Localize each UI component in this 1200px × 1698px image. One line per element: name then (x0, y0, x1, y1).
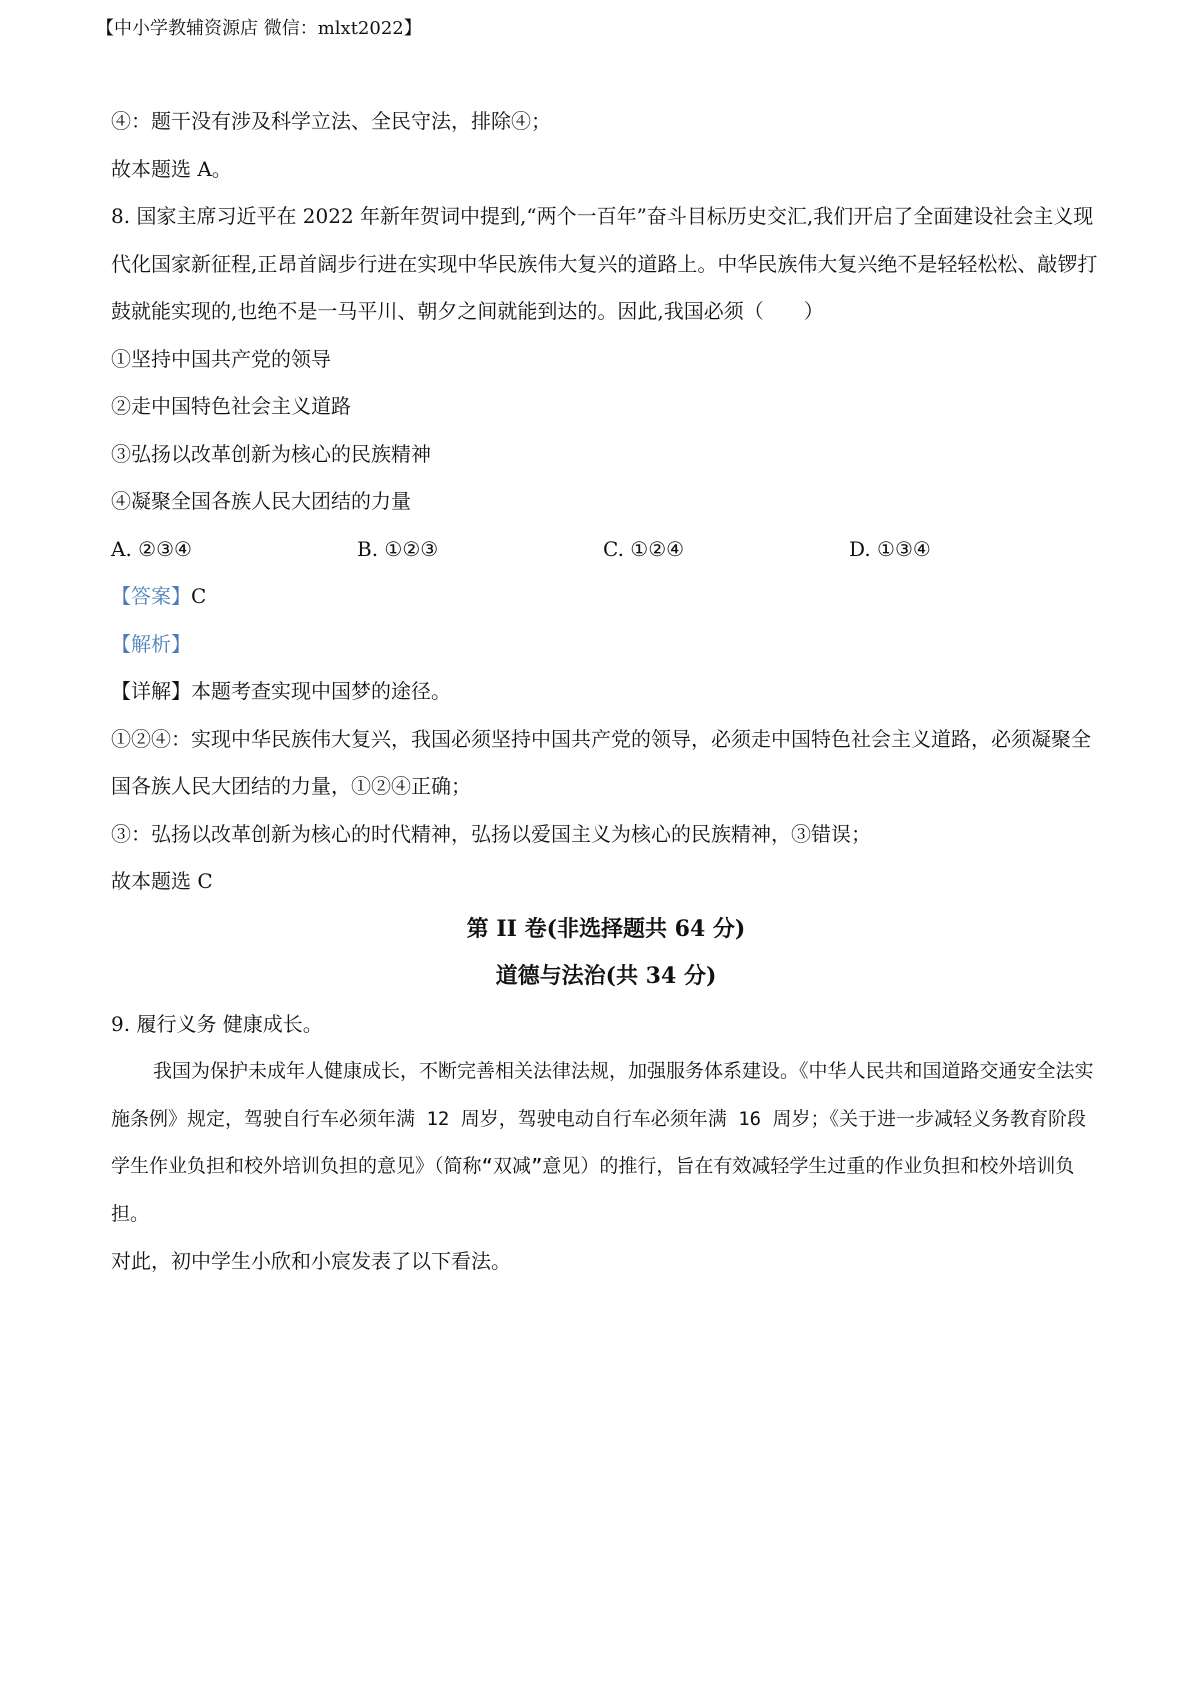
page-header: 【中小学教辅资源店 微信：mlxt2022】 (96, 18, 422, 39)
analysis-tag: 【解析】 (111, 631, 191, 656)
answer-tag: 【答案】 (111, 584, 191, 608)
q8-item-2: ②走中国特色社会主义道路 (111, 394, 351, 418)
q8-item-1: ①坚持中国共产党的领导 (111, 346, 331, 371)
question-8-stem: 8. 国家主席习近平在 2022 年新年贺词中提到,“两个一百年”奋斗目标历史交汇,我们开启了全面建设社会主义现代化国家新征程,正昂首阔步行进在实现中华民族伟大复兴的道路上。中华民族伟大复兴绝不是轻轻松松、敲锣打鼓就能实现的,也绝不是一马平川、朝夕之间就能到达的。因此,我国必须（ ） (111, 204, 1098, 323)
q8-option-b: B. ①②③ (357, 536, 439, 561)
q8-item-4: ④凝聚全国各族人民大团结的力量 (111, 489, 411, 513)
q8-analysis-line (111, 621, 1101, 669)
q9-passage: 我国为保护未成年人健康成长，不断完善相关法律法规，加强服务体系建设。《中华人民共和国道路交通安全法实施条例》规定，驾驶自行车必须年满 12 周岁，驾驶电动自行车必须年满 16 周岁；《关于进一步减轻义务教育阶段学生作业负担和校外培训负担的意见》（简称“双减”意见）的推行，旨在有效减轻学生过重的作业负担和校外培训负担。 (111, 1060, 1094, 1225)
q8-item-3: ③弘扬以改革创新为核心的民族精神 (111, 441, 431, 466)
q8-explanation-1: ①②④：实现中华民族伟大复兴，我国必须坚持中国共产党的领导，必须走中国特色社会主义道路，必须凝聚全国各族人民大团结的力量，①②④正确； (111, 726, 1091, 798)
document-body (111, 98, 1101, 1286)
answer-value: C (191, 584, 207, 608)
prev-conclusion: 故本题选 A。 (111, 156, 232, 181)
section-subtitle: 道德与法治(共 34 分) (495, 963, 717, 989)
q8-option-c: C. ①②④ (603, 536, 685, 561)
q8-answer-line (111, 573, 1101, 621)
q8-explanation-2: ③：弘扬以改革创新为核心的时代精神，弘扬以爱国主义为核心的民族精神，③错误； (111, 821, 871, 846)
q8-detail: 【详解】本题考查实现中国梦的途径。 (111, 679, 451, 703)
q8-options (111, 526, 1101, 574)
question-9-stem: 9. 履行义务 健康成长。 (111, 1011, 323, 1036)
section-title: 第 II 卷(非选择题共 64 分) (466, 915, 746, 942)
q8-conclusion: 故本题选 C (111, 869, 213, 893)
q9-lead: 对此，初中学生小欣和小宸发表了以下看法。 (111, 1249, 511, 1273)
q8-option-a: A. ②③④ (111, 536, 192, 561)
prev-analysis-line: ④：题干没有涉及科学立法、全民守法，排除④； (111, 109, 551, 133)
q8-option-d: D. ①③④ (849, 536, 931, 561)
